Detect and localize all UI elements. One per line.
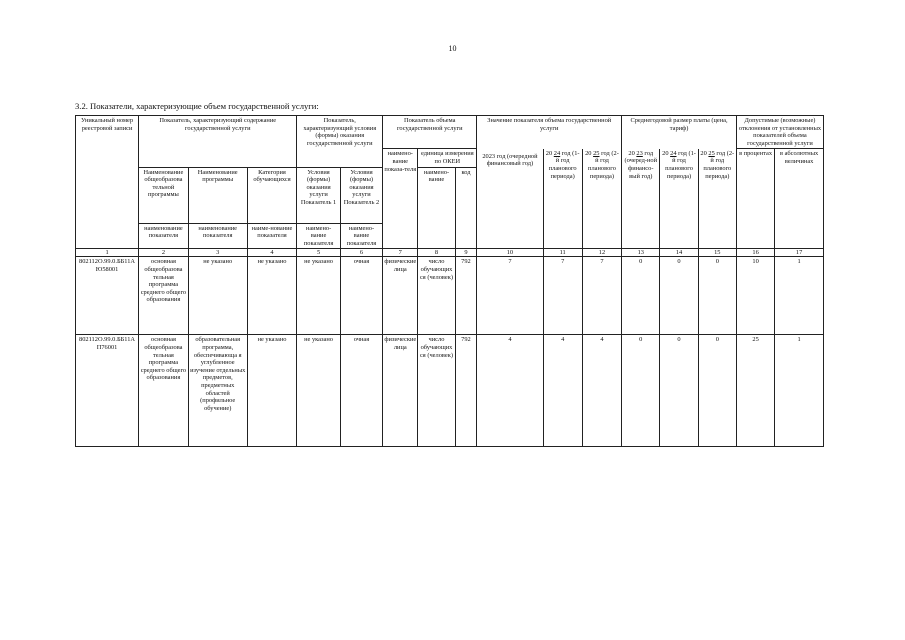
header-content-spacer bbox=[139, 149, 297, 167]
header-year-2025-number: 25 bbox=[593, 149, 600, 157]
column-number: 5 bbox=[297, 249, 340, 257]
column-number: 12 bbox=[582, 249, 621, 257]
header-unit-name: наимено-вание bbox=[418, 167, 455, 249]
fee-2024: 0 bbox=[660, 257, 698, 335]
section-title: 3.2. Показатели, характеризующие объем государственной услуги: bbox=[75, 101, 319, 111]
header-in-absolute: в абсолютных величинах bbox=[775, 149, 824, 249]
value-2023: 4 bbox=[477, 335, 543, 447]
header-year-2023: 2023 год (очередной финансовый год) bbox=[477, 149, 543, 249]
header-content-indicator: Показатель, характеризующий содержание государственной услуги bbox=[139, 116, 297, 149]
header-fee-2023-prefix: 20 bbox=[628, 149, 635, 157]
value-2024: 4 bbox=[543, 335, 582, 447]
condition-1: не указано bbox=[297, 257, 340, 335]
header-name-label: наименование показателя bbox=[139, 223, 189, 249]
deviation-absolute: 1 bbox=[775, 257, 824, 335]
education-program: основная общеобразова тельная программа среднего общего образования bbox=[139, 257, 189, 335]
header-education-program: Наименование общеобразова тельной программы bbox=[139, 167, 189, 223]
column-number: 11 bbox=[543, 249, 582, 257]
education-program: основная общеобразова тельная программа среднего общего образования bbox=[139, 335, 189, 447]
header-in-percent: в процентах bbox=[736, 149, 774, 249]
volume-indicators-table bbox=[75, 115, 824, 447]
fee-2025: 0 bbox=[698, 257, 736, 335]
fee-2023: 0 bbox=[622, 257, 660, 335]
learner-category: не указано bbox=[247, 335, 297, 447]
header-volume-value: Значение показателя объема государственной услуги bbox=[477, 116, 622, 149]
header-unit-code: код bbox=[455, 167, 477, 249]
header-fee-2025 bbox=[698, 149, 736, 249]
header-deviations: Допустимые (возможные) отклонения от установленных показателей объема государственной услуги bbox=[736, 116, 823, 149]
header-fee-2025-number: 25 bbox=[708, 149, 715, 157]
header-year-2025-prefix: 20 bbox=[585, 149, 592, 157]
fee-2024: 0 bbox=[660, 335, 698, 447]
column-number: 15 bbox=[698, 249, 736, 257]
column-number: 2 bbox=[139, 249, 189, 257]
value-2025: 4 bbox=[582, 335, 621, 447]
header-fee-2024-suffix: год (1-й год планового периода) bbox=[665, 149, 696, 180]
column-number: 8 bbox=[418, 249, 455, 257]
column-number: 10 bbox=[477, 249, 543, 257]
header-condition-1: Условия (формы) оказания услуги Показатель 1 bbox=[297, 167, 340, 223]
value-2024: 7 bbox=[543, 257, 582, 335]
header-year-2025-suffix: год (2-й год планового периода) bbox=[588, 149, 619, 180]
header-fee-2024 bbox=[660, 149, 698, 249]
header-fee-2024-prefix: 20 bbox=[662, 149, 669, 157]
column-number: 7 bbox=[383, 249, 418, 257]
condition-2: очная bbox=[340, 257, 382, 335]
condition-2: очная bbox=[340, 335, 382, 447]
header-year-2024-prefix: 20 bbox=[545, 149, 553, 157]
column-number: 1 bbox=[76, 249, 139, 257]
column-number: 6 bbox=[340, 249, 382, 257]
header-fee-2025-suffix: год (2-й год планового периода) bbox=[703, 149, 735, 180]
column-number: 17 bbox=[775, 249, 824, 257]
unit-code: 792 bbox=[455, 335, 477, 447]
deviation-percent: 10 bbox=[736, 257, 774, 335]
header-avg-fee: Среднегодовой размер платы (цена, тариф) bbox=[622, 116, 737, 149]
table-row bbox=[76, 335, 824, 447]
header-name-label: наименование показателя bbox=[188, 223, 247, 249]
unit-name: число обучающихся (человек) bbox=[418, 335, 455, 447]
column-number: 9 bbox=[455, 249, 477, 257]
value-2023: 7 bbox=[477, 257, 543, 335]
header-name-label: наиме-нование показателя bbox=[247, 223, 297, 249]
learner-category: не указано bbox=[247, 257, 297, 335]
indicator-name: физические лица bbox=[383, 257, 418, 335]
header-unit: единица измерения по ОКЕИ bbox=[418, 149, 477, 167]
header-indicator-name: наимено-вание показа-теля bbox=[383, 149, 418, 249]
header-fee-2023 bbox=[622, 149, 660, 249]
header-row-second bbox=[76, 149, 824, 167]
indicator-name: физические лица bbox=[383, 335, 418, 447]
program-name: образовательная программа, обеспечивающа я углубленное изучение отдельных предметов, предметных областей (профильное обучение) bbox=[188, 335, 247, 447]
program-name: не указано bbox=[188, 257, 247, 335]
header-fee-2025-prefix: 20 bbox=[700, 149, 707, 157]
fee-2025: 0 bbox=[698, 335, 736, 447]
header-year-2024-suffix: год (1-й год планового периода) bbox=[548, 149, 580, 180]
header-fee-2023-suffix: год (очеред-ной финансо-вый год) bbox=[624, 149, 658, 180]
unit-name: число обучающихся (человек) bbox=[418, 257, 455, 335]
header-name-label: наимено-вание показателя bbox=[340, 223, 382, 249]
column-number: 4 bbox=[247, 249, 297, 257]
column-number: 3 bbox=[188, 249, 247, 257]
column-number: 16 bbox=[736, 249, 774, 257]
header-learner-category: Категория обучающихся bbox=[247, 167, 297, 223]
header-program-name: Наименование программы bbox=[188, 167, 247, 223]
column-number: 13 bbox=[622, 249, 660, 257]
header-fee-2023-number: 23 bbox=[636, 149, 643, 157]
registry-number: 802112О.99.0.ББ11АП76001 bbox=[76, 335, 139, 447]
deviation-absolute: 1 bbox=[775, 335, 824, 447]
deviation-percent: 25 bbox=[736, 335, 774, 447]
table-row bbox=[76, 257, 824, 335]
header-condition-2: Условия (формы) оказания услуги Показатель 2 bbox=[340, 167, 382, 223]
header-year-2024 bbox=[543, 149, 582, 249]
condition-1: не указано bbox=[297, 335, 340, 447]
header-volume-indicator: Показатель объема государственной услуги bbox=[383, 116, 477, 149]
header-fee-2024-number: 24 bbox=[670, 149, 677, 157]
header-year-2024-number: 24 bbox=[553, 149, 561, 157]
header-name-label: наимено-вание показателя bbox=[297, 223, 340, 249]
column-number-row bbox=[76, 249, 824, 257]
header-registry-number: Уникальный номер реестровой записи bbox=[76, 116, 139, 249]
fee-2023: 0 bbox=[622, 335, 660, 447]
value-2025: 7 bbox=[582, 257, 621, 335]
column-number: 14 bbox=[660, 249, 698, 257]
header-row-top bbox=[76, 116, 824, 149]
unit-code: 792 bbox=[455, 257, 477, 335]
registry-number: 802112О.99.0.ББ11АЮ58001 bbox=[76, 257, 139, 335]
header-year-2025 bbox=[582, 149, 621, 249]
header-conditions-indicator: Показатель, характеризующий условия (формы) оказания государственной услуги bbox=[297, 116, 383, 168]
page-number: 10 bbox=[448, 44, 457, 53]
